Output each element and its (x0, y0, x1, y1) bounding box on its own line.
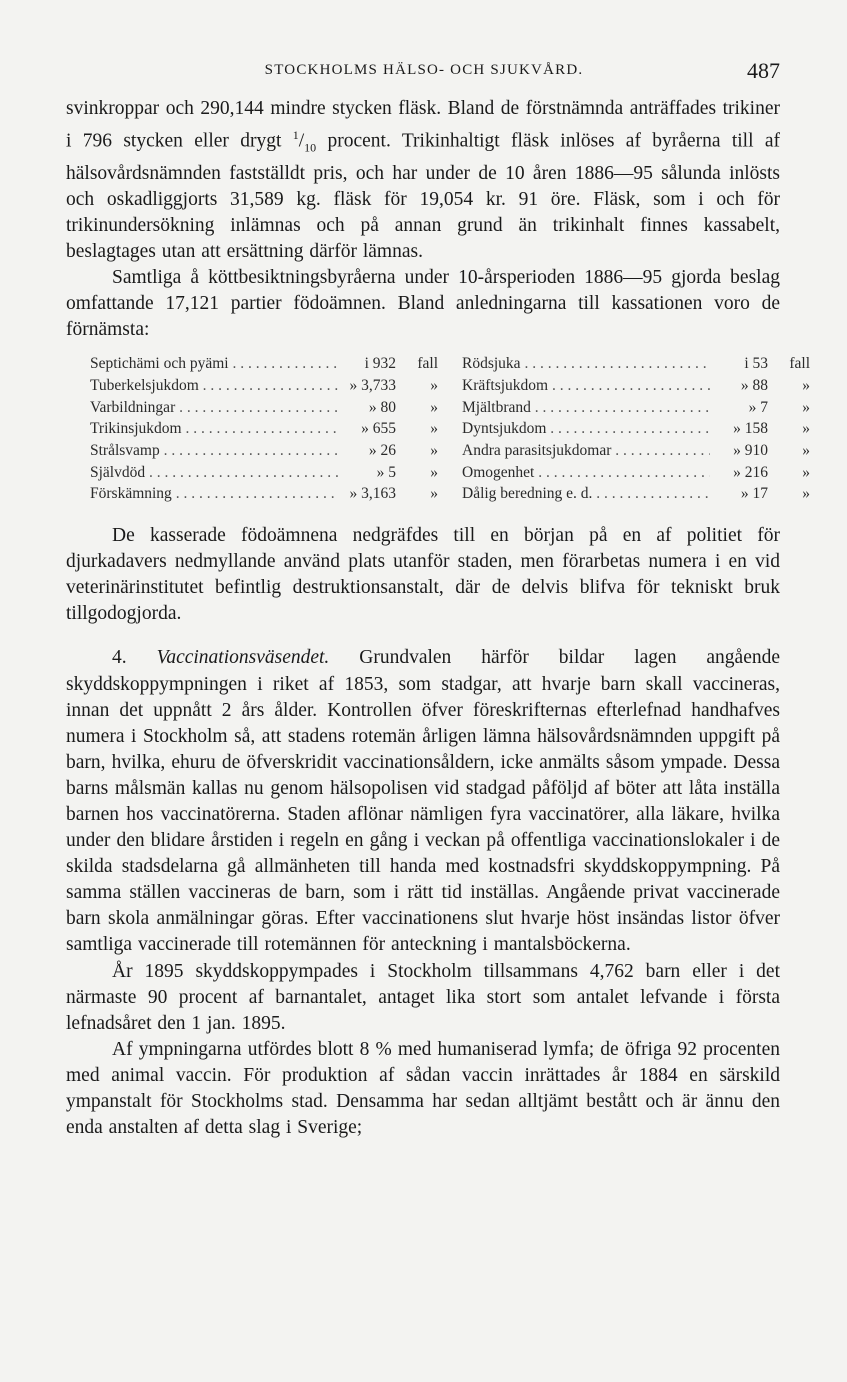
seizure-table-row (90, 399, 438, 421)
seizure-unit: fall (417, 355, 438, 373)
section-4-paragraph-3: Af ympningarna utfördes blott 8 % med humaniserad lymfa; de öfriga 92 procenten med animal vaccin. För produktion af sådan vaccin inrättades år 1884 en särskild ympanstalt för Stockholms stad. Densamma har sedan alltjämt bestått och är ännu den enda anstalten af detta slag i Sverige; (66, 1038, 780, 1139)
seizure-count: » 3,163 (349, 485, 396, 503)
seizure-cause: Dålig beredning e. d. . . . (462, 485, 710, 503)
disposal-paragraph: De kasserade födoämnena nedgräfdes till en början på en af politiet för djurkadavers nedmyllande använd plats utanför staden, men förarbetas numera i en vid veterinärinstitutet befintlig destruktionsanstalt, där de delvis blifva för tekniskt bruk tillgodogjorda. (66, 525, 780, 625)
seizure-cause: Tuberkelsjukdom . . . (90, 377, 338, 395)
seizure-cause: Kräftsjukdom . . . (462, 377, 710, 395)
seizure-cause: Dyntsjukdom . . . (462, 420, 710, 438)
page-body (66, 96, 810, 1141)
seizure-cause: Trikinsjukdom . . . (90, 420, 338, 438)
running-head: STOCKHOLMS HÄLSO- OCH SJUKVÅRD. (264, 62, 584, 78)
seizure-unit: » (802, 420, 810, 438)
intro-paragraph-2: Samtliga å köttbesiktningsbyråerna under 10-årsperioden 1886—95 gjorda beslag omfattande 17,121 partier födoämnen. Bland anledningarna till kassationen voro de förnämsta: (66, 266, 780, 341)
seizure-cause: Septichämi och pyämi . . . (90, 355, 338, 373)
seizure-unit: » (430, 420, 438, 438)
seizure-table-row (462, 355, 810, 377)
seizure-table-right-column (438, 355, 810, 507)
section-title: Vaccinationsväsendet. (156, 647, 330, 669)
seizure-count: i 932 (364, 355, 396, 373)
seizure-cause: Mjältbrand . . . (462, 399, 710, 417)
seizure-count: i 53 (744, 355, 768, 373)
seizure-count: » 26 (368, 441, 396, 459)
seizure-unit: » (802, 376, 810, 394)
seizure-unit: » (430, 441, 438, 459)
seizure-cause: Andra parasitsjukdomar . . . (462, 442, 710, 460)
seizure-count: » 7 (748, 398, 768, 416)
seizure-table-row (90, 464, 438, 486)
seizure-unit: » (802, 398, 810, 416)
section-4-text-1: Grundvalen härför bildar lagen angående skyddskoppympningen i riket af 1853, som stadgar, att hvarje barn skall vaccineras, innan det uppnått 2 års ålder. Kontrollen öfver föreskrifternas efterlefnad handhafves numera i Stockholm så, att stadens rotemän årligen lämna hälsovårdsnämnden uppgift på barn, hvilka, ehuru de öfverskridit vaccinationsåldern, icke anmälts såsom ympade. Dessa barns målsmän kallas nu genom hälsopolisen vid stadgad påföljd af böter att låta inställa barnen hos vaccinatörerna. Staden aflönar nämligen fyra vaccinatörer, alla läkare, hvilka under den blidare årstiden i regeln en gång i veckan på offentliga vaccinationslokaler i de skilda stadsdelarna gå allmänheten till handa med kostnadsfri skyddskoppympning. På samma ställen vaccineras de barn, som i rätt tid inställas. Angående privat vaccinerade barn skola anmälningar göras. Efter vaccinationens slut hvarje höst insändas listor öfver samtliga vaccinerade till rotemännen för anteckning i mantalsböckerna. (66, 647, 781, 956)
seizure-unit: » (430, 485, 438, 503)
seizure-count: » 158 (733, 420, 768, 438)
seizure-unit: » (430, 463, 438, 481)
seizure-table-row (90, 420, 438, 442)
seizure-unit: » (802, 463, 810, 481)
fraction-numerator: 1 (292, 128, 299, 143)
seizure-unit: » (430, 398, 438, 416)
seizure-count: » 88 (740, 376, 768, 394)
seizure-count: » 5 (376, 463, 396, 481)
seizure-count: » 3,733 (349, 376, 396, 394)
seizure-cause: Förskämning . . . (90, 485, 338, 503)
seizure-count: » 17 (740, 485, 768, 503)
fraction-denominator: 10 (304, 140, 317, 155)
seizure-count: » 655 (361, 420, 396, 438)
seizure-table-row (462, 442, 810, 464)
intro-text-1: svinkroppar och 290,144 mindre stycken fläsk. Bland de förstnämnda anträffades trikiner i 796 stycken eller drygt (66, 98, 780, 152)
seizure-cause: Rödsjuka . . . (462, 355, 710, 373)
seizure-table-row (90, 485, 438, 507)
seizure-unit: » (802, 485, 810, 503)
seizure-table-row (462, 399, 810, 421)
seizure-unit: fall (789, 355, 810, 373)
seizure-table-row (90, 355, 438, 377)
intro-text-2: procent. Trikinhaltigt fläsk inlöses af byråerna till af hälsovårdsnämnden fastställdt pris, och har under de 10 åren 1886—95 sålunda inlösts och oskadliggjorts 31,589 kg. fläsk för 19,054 kr. 91 öre. Fläsk, som i och för trikinundersökning inlämnas och på annan grund än trikinhalt finnes kassabelt, beslagtages utan att ersättning därför lämnas. (66, 130, 780, 262)
seizure-table-row (462, 420, 810, 442)
seizure-table-left-column (90, 355, 438, 507)
seizure-cause: Omogenhet . . . (462, 464, 710, 482)
seizure-table (90, 355, 810, 507)
seizure-table-row (462, 464, 810, 486)
seizure-count: » 910 (733, 441, 768, 459)
section-number: 4. (112, 647, 127, 669)
section-4-paragraph-2: År 1895 skyddskoppympades i Stockholm tillsammans 4,762 barn eller i det närmaste 90 procent af barnantalet, antaget lika stort som antalet lefvande i första lefnadsåret den 1 jan. 1895. (66, 960, 780, 1034)
page-number: 487 (747, 58, 780, 83)
seizure-table-row (462, 377, 810, 399)
seizure-table-row (90, 377, 438, 399)
seizure-table-row (90, 442, 438, 464)
intro-paragraph-1: svinkroppar och 290,144 mindre stycken fläsk. Bland de förstnämnda anträffades trikiner i 796 stycken eller drygt $^1/_{10}$ procent. Trikinhaltigt fläsk inlöses af byråerna till af hälsovårdsnämnden fastställdt pris, och har under de 10 åren 1886—95 sålunda inlösts och oskadliggjorts 31,589 kg. fläsk för 19,054 kr. 91 öre. Fläsk, som i och för trikinundersökning inlämnas och på annan grund än trikinhalt finnes kassabelt, beslagtages utan att ersättning därför lämnas. (66, 98, 780, 262)
seizure-cause: Strålsvamp . . . (90, 442, 338, 460)
seizure-unit: » (430, 376, 438, 394)
section-4-paragraph-1 (66, 645, 780, 958)
seizure-unit: » (802, 441, 810, 459)
seizure-table-row (462, 485, 810, 507)
seizure-count: » 80 (368, 398, 396, 416)
seizure-cause: Varbildningar . . . (90, 399, 338, 417)
seizure-cause: Självdöd . . . (90, 464, 338, 482)
page-header (68, 58, 780, 88)
seizure-count: » 216 (733, 463, 768, 481)
